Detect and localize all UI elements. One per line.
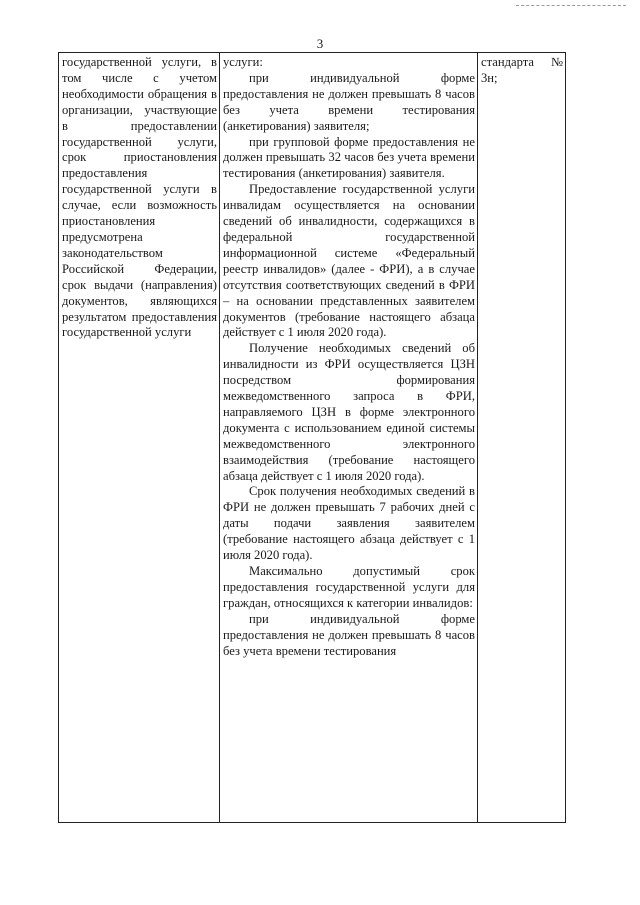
content-paragraph-6: Срок получения необходимых сведений в ФРИ не должен превышать 7 рабочих дней с даты подачи заявления заявителем (требование настоящего абзаца действует с 1 июля 2020 года). [223, 484, 475, 563]
content-paragraph-3: при групповой форме предоставления не должен превышать 32 часов без учета времени тестирования (анкетирования) заявителя. [223, 134, 475, 181]
content-paragraph-8: при индивидуальной форме предоставления не должен превышать 8 часов без учета времени тестирования [223, 611, 475, 658]
page-number: 3 [316, 36, 324, 51]
table-row [59, 53, 566, 823]
legal-basis-cell [478, 53, 566, 823]
content-paragraph-5: Получение необходимых сведений об инвалидности из ФРИ осуществляется ЦЗН посредством формирования межведомственного запроса в ФРИ, направляемого ЦЗН в форме электронного документа с использованием единой системы межведомственного электронного взаимодействия (требование настоящего абзаца действует с 1 июля 2020 года). [223, 341, 475, 483]
requirement-name-text: государственной услуги, в том числе с учетом необходимости обращения в организации, участвующие в предоставлении государственной услуги, срок приостановления предоставления государственной услуги в случае, если возможность приостановления предусмотрена законодательством Российской Федерации, срок выдачи (направления) документов, являющихся результатом предоставления государственной услуги [62, 55, 217, 340]
scan-edge-mark [516, 5, 626, 8]
content-paragraph-7: Максимально допустимый срок предоставления государственной услуги для граждан, относящихся к категории инвалидов: [223, 564, 475, 610]
standard-table [58, 52, 566, 823]
legal-basis-text: стандарта № 3н; [481, 55, 563, 85]
content-paragraph-2: при индивидуальной форме предоставления не должен превышать 8 часов без учета времени тестирования (анкетирования) заявителя; [223, 70, 475, 133]
requirement-content-cell [220, 53, 478, 823]
requirement-name-cell [59, 53, 220, 823]
content-paragraph-4: Предоставление государственной услуги инвалидам осуществляется на основании сведений об инвалидности, содержащихся в федеральной государственной информационной системе «Федеральный реестр инвалидов» (далее - ФРИ), а в случае отсутствия соответствующих сведений в ФРИ – на основании представленных заявителем документов (требование настоящего абзаца действует с 1 июля 2020 года). [223, 182, 475, 340]
content-paragraph-1: услуги: [223, 55, 263, 69]
